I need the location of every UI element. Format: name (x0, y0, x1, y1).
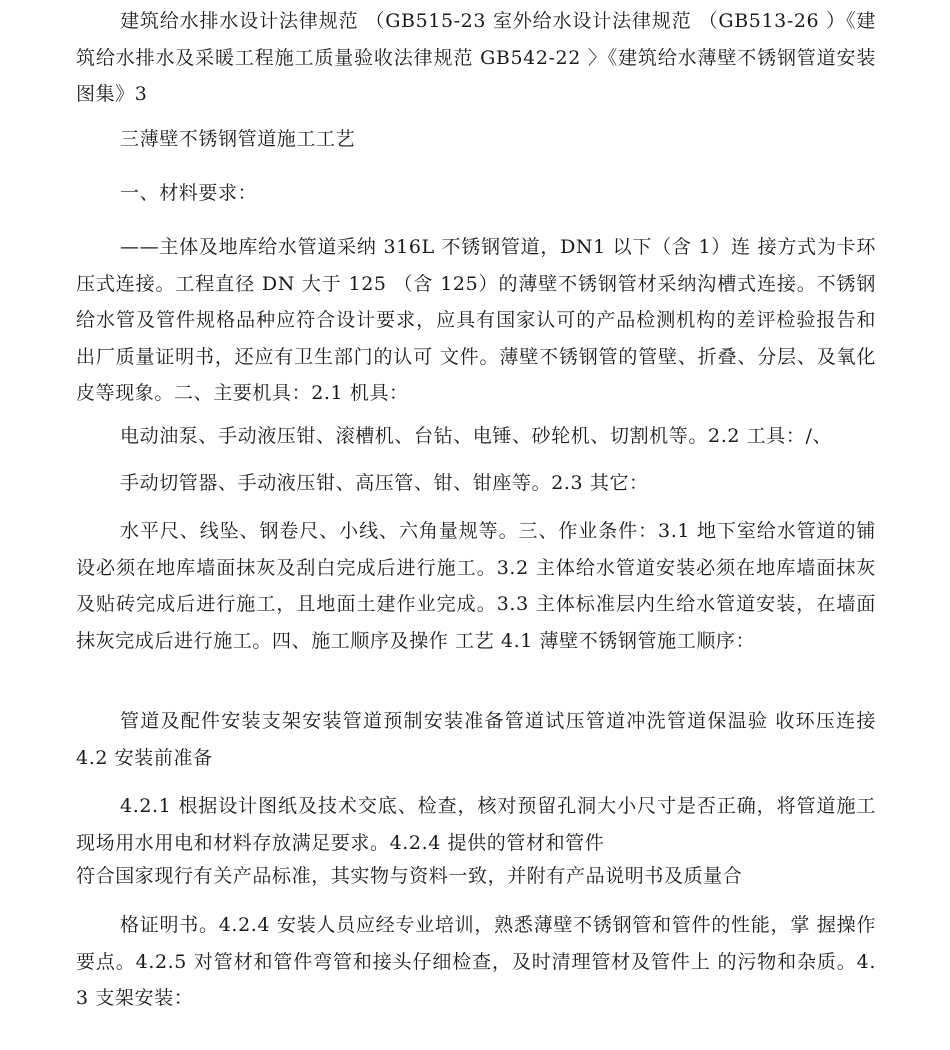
paragraph-preparation-continued: 符合国家现行有关产品标准，其实物与资料一致，并附有产品说明书及质量合 (76, 865, 743, 887)
paragraph-construction-sequence: 管道及配件安装支架安装管道预制安装准备管道试压管道冲洗管道保温验 收环压连接 4.2 安装前准备 (76, 710, 876, 769)
heading-material-requirements: 一、材料要求： (120, 182, 258, 204)
paragraph-tools: 手动切管器、手动液压钳、高压管、钳、钳座等。2.3 其它： (120, 472, 649, 494)
paragraph-materials: ——主体及地库给水管道采纳 316L 不锈钢管道，DN1 以下（含 1）连 接方式为卡环压式连接。工程直径 DN 大于 125 （含 125）的薄壁不锈钢管材采纳沟槽式连接。不锈钢给水管及管件规格品种应符合设计要求，应具有国家认可的产品检测机构的差评检验报告和出厂质量证明书，还应有卫生部门的认可 文件。薄壁不锈钢管的管壁、折叠、分层、及氧化皮等现象。二、主要机具：2.1 机具： (76, 236, 876, 404)
paragraph-work-conditions: 水平尺、线坠、钢卷尺、小线、六角量规等。三、作业条件：3.1 地下室给水管道的铺设必须在地库墙面抹灰及刮白完成后进行施工。3.2 主体给水管道安装必须在地库墙面抹灰及贴砖完成后进行施工，且地面土建作业完成。3.3 主体标准层内生给水管道安装，在墙面抹灰完成后进行施工。四、施工顺序及操作 工艺 4.1 薄壁不锈钢管施工顺序： (76, 520, 876, 652)
paragraph-certificate: 格证明书。4.2.4 安装人员应经专业培训，熟悉薄壁不锈钢管和管件的性能，掌 握操作要点。4.2.5 对管材和管件弯管和接头仔细检查，及时清理管材及管件上 的污物和杂质。4.3 支架安装： (76, 914, 876, 1009)
paragraph-machines: 电动油泵、手动液压钳、滚槽机、台钻、电锤、砂轮机、切割机等。2.2 工具：/、 (120, 425, 833, 447)
heading-section-three: 三薄壁不锈钢管道施工工艺 (120, 128, 356, 150)
paragraph-standards: 建筑给水排水设计法律规范 （GB515-23 室外给水设计法律规范 （GB513-26 ）《建筑给水排水及采暖工程施工质量验收法律规范 GB542-22 〉《建筑给水薄壁不锈钢管道安装图集》3 (76, 10, 876, 105)
paragraph-preparation: 4.2.1 根据设计图纸及技术交底、检查，核对预留孔洞大小尺寸是否正确，将管道施工现场用水用电和材料存放满足要求。4.2.4 提供的管材和管件 (76, 795, 876, 854)
